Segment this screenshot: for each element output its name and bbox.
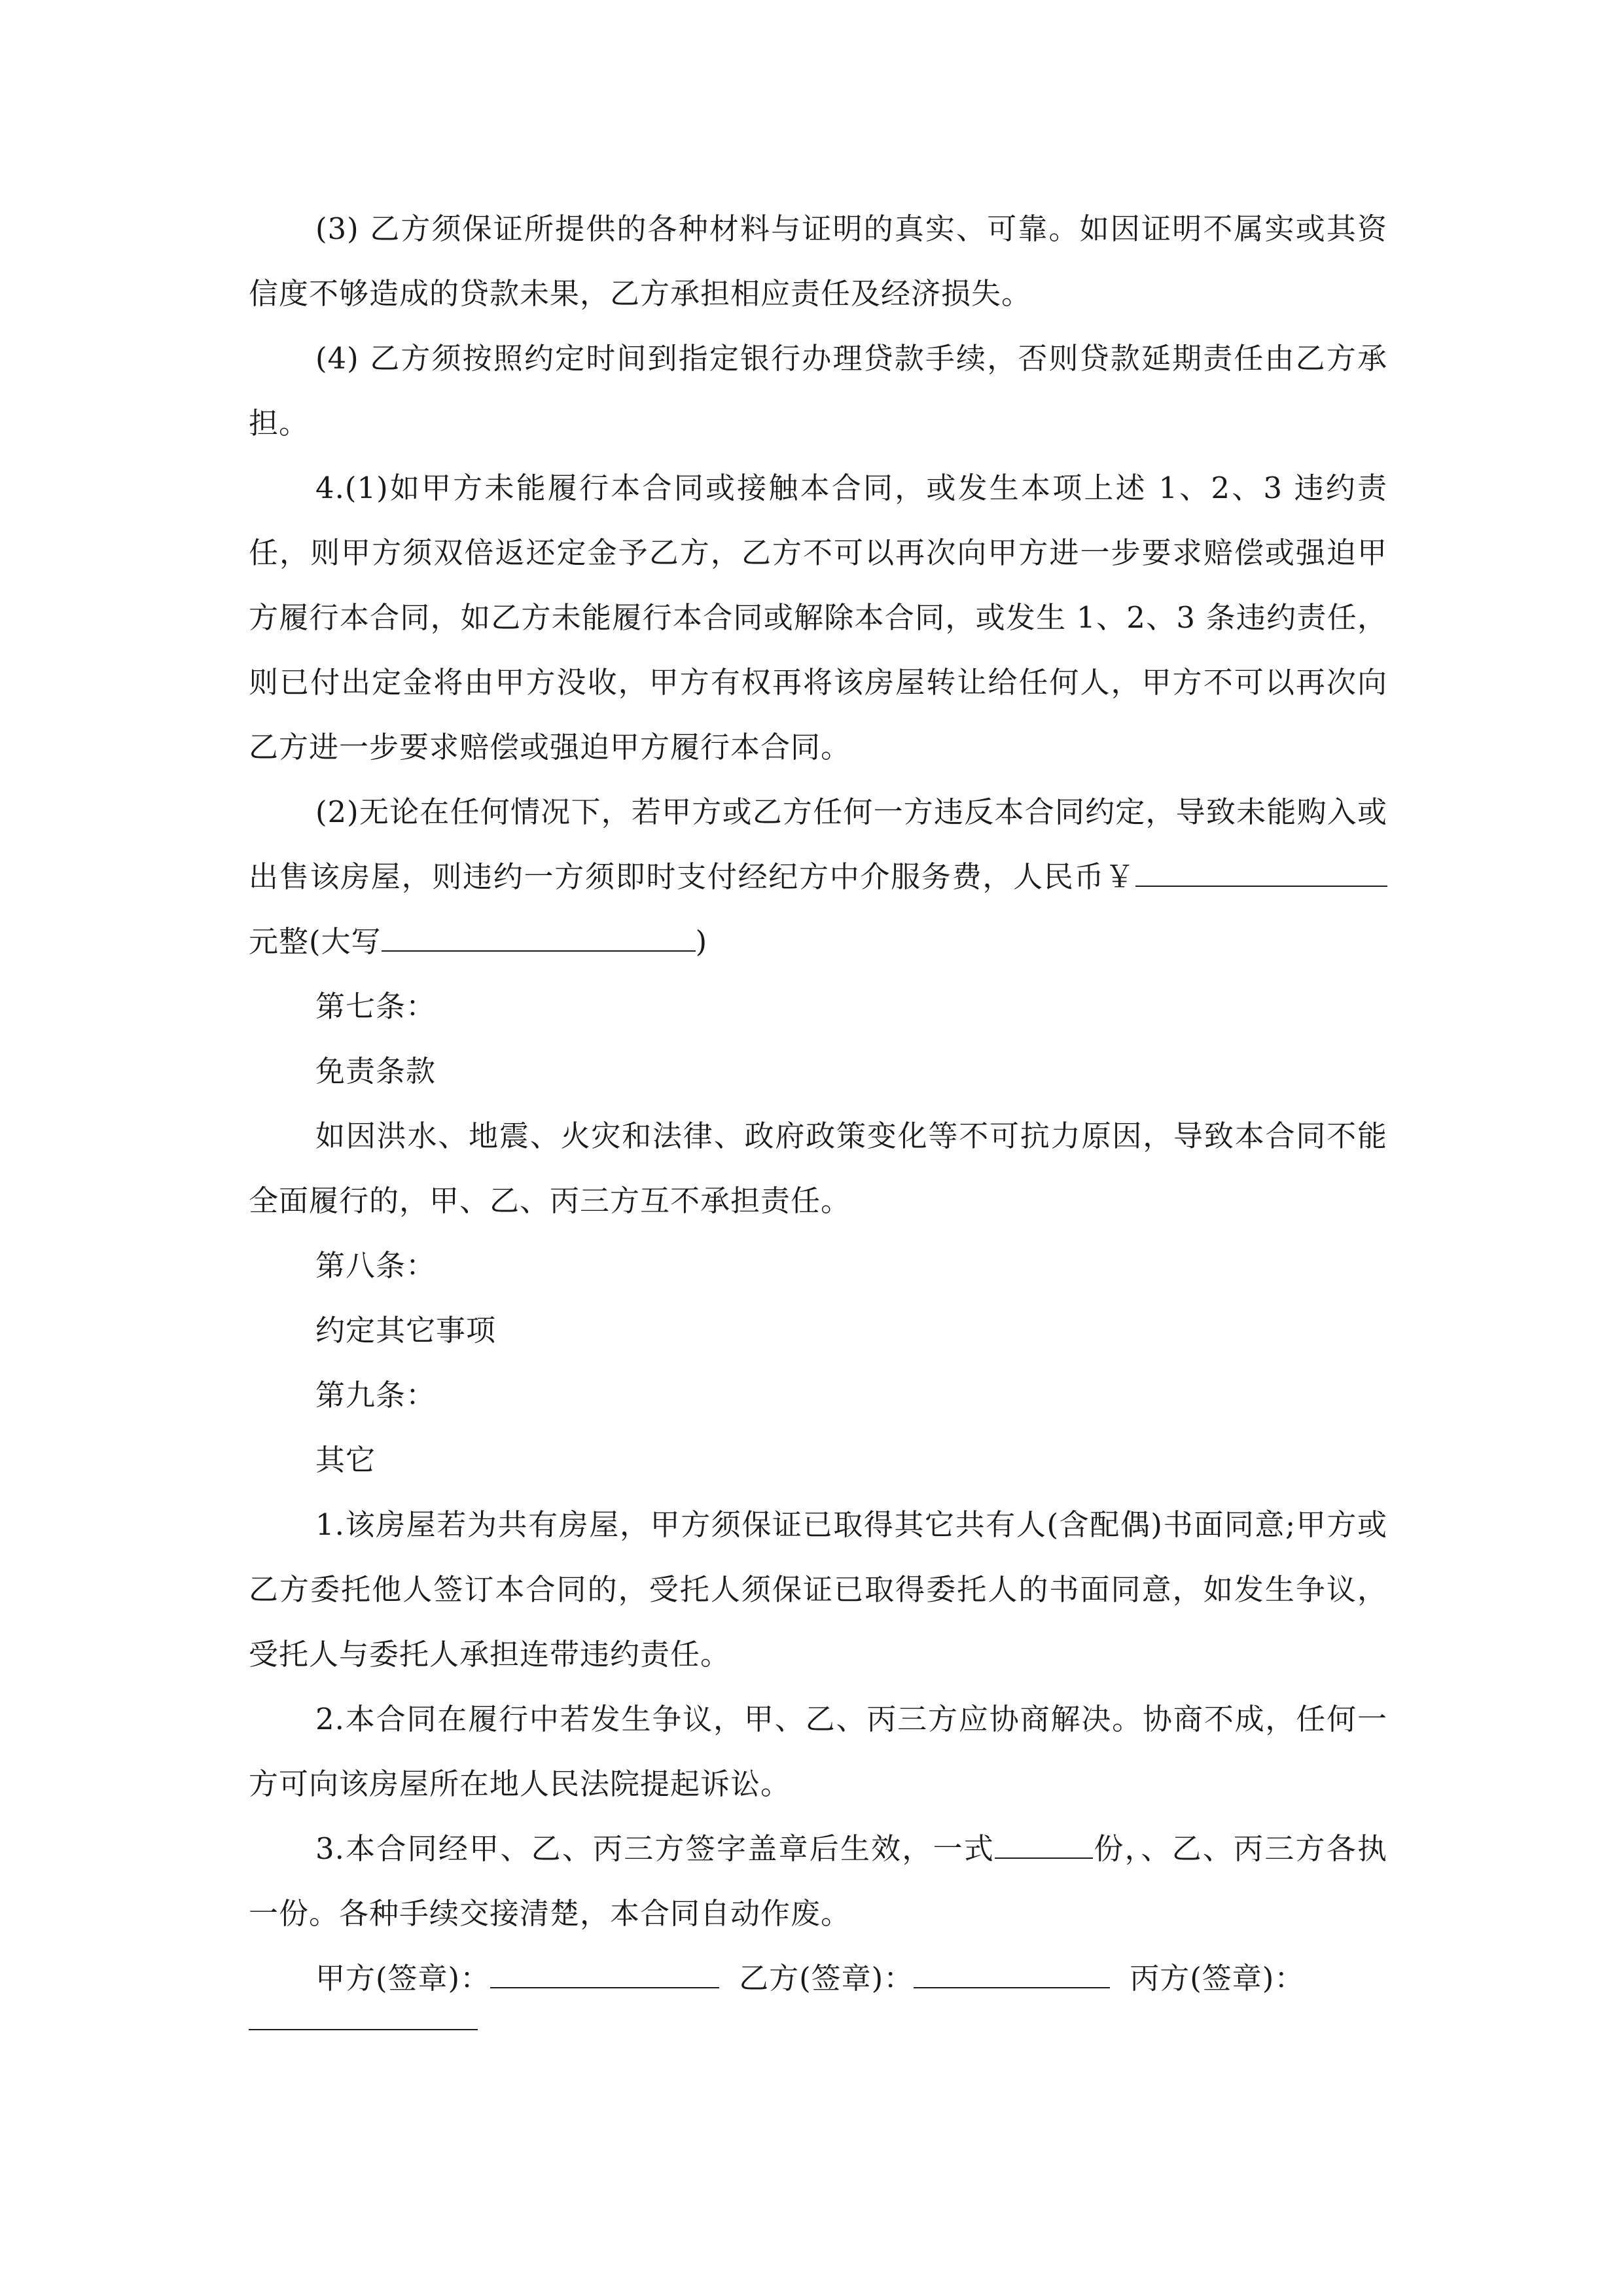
article-9-heading: 第九条：: [315, 1378, 437, 1412]
party-c-signature-label: 丙方(签章)：: [1130, 1961, 1305, 1996]
party-a-signature-blank[interactable]: [490, 1961, 719, 1988]
signature-row: [249, 1946, 1387, 2011]
amount-in-words-blank[interactable]: [382, 924, 696, 952]
contract-page: [249, 196, 1387, 2030]
other-clause-3: [249, 1816, 1387, 1946]
party-b-signature-blank[interactable]: [914, 1961, 1110, 1988]
clause-3-paragraph: (3) 乙方须保证所提供的各种材料与证明的真实、可靠。如因证明不属实或其资信度不够造成的贷款未果，乙方承担相应责任及经济损失。: [249, 211, 1387, 311]
article-7-heading: 第七条：: [315, 989, 437, 1024]
breach-clause-paragraph: 4.(1)如甲方未能履行本合同或接触本合同，或发生本项上述 1、2、3 违约责任，则甲方须双倍返还定金予乙方，乙方不可以再次向甲方进一步要求赔偿或强迫甲方履行本合同，如乙方未能履行本合同或解除本合同，或发生 1、2、3 条违约责任，则已付出定金将由甲方没收，甲方有权再将该房屋转让给任何人，甲方不可以再次向乙方进一步要求赔偿或强迫甲方履行本合同。: [249, 471, 1387, 764]
unit-text: 元整(大写: [249, 924, 382, 959]
article-8-title: 约定其它事项: [315, 1313, 497, 1348]
clause-4-paragraph: (4) 乙方须按照约定时间到指定银行办理贷款手续，否则贷款延期责任由乙方承担。: [249, 341, 1387, 440]
fee-clause-text: (2)无论在任何情况下，若甲方或乙方任何一方违反本合同约定，导致未能购入或出售该房屋，则违约一方须即时支付经纪方中介服务费，人民币: [249, 795, 1387, 894]
article-7-title: 免责条款: [315, 1054, 437, 1088]
fee-clause-paragraph: [249, 780, 1387, 974]
article-8-heading: 第八条：: [315, 1248, 437, 1283]
party-c-signature-blank[interactable]: [249, 2029, 478, 2030]
other-clause-2: 2.本合同在履行中若发生争议，甲、乙、丙三方应协商解决。协商不成，任何一方可向该房屋所在地人民法院提起诉讼。: [249, 1702, 1387, 1801]
copies-blank[interactable]: [995, 1831, 1093, 1859]
article-7-body: 如因洪水、地震、火灾和法律、政府政策变化等不可抗力原因，导致本合同不能全面履行的，甲、乙、丙三方互不承担责任。: [249, 1119, 1387, 1218]
clause-3-before: 3.本合同经甲、乙、丙三方签字盖章后生效，一式: [315, 1831, 995, 1866]
amount-blank[interactable]: [1135, 859, 1387, 887]
currency-symbol: ￥: [1105, 859, 1135, 894]
article-9-title: 其它: [315, 1443, 376, 1477]
close-paren: ): [695, 924, 708, 959]
other-clause-1: 1.该房屋若为共有房屋，甲方须保证已取得其它共有人(含配偶)书面同意;甲方或乙方委托他人签订本合同的，受托人须保证已取得委托人的书面同意，如发生争议，受托人与委托人承担连带违约责任。: [249, 1507, 1387, 1672]
party-b-signature-label: 乙方(签章)：: [739, 1961, 914, 1996]
party-a-signature-label: 甲方(签章)：: [315, 1961, 491, 1996]
clause-3-after: 份，、乙、丙三方各执一份。各种手续交接清楚，本合同自动作废。: [249, 1831, 1387, 1931]
